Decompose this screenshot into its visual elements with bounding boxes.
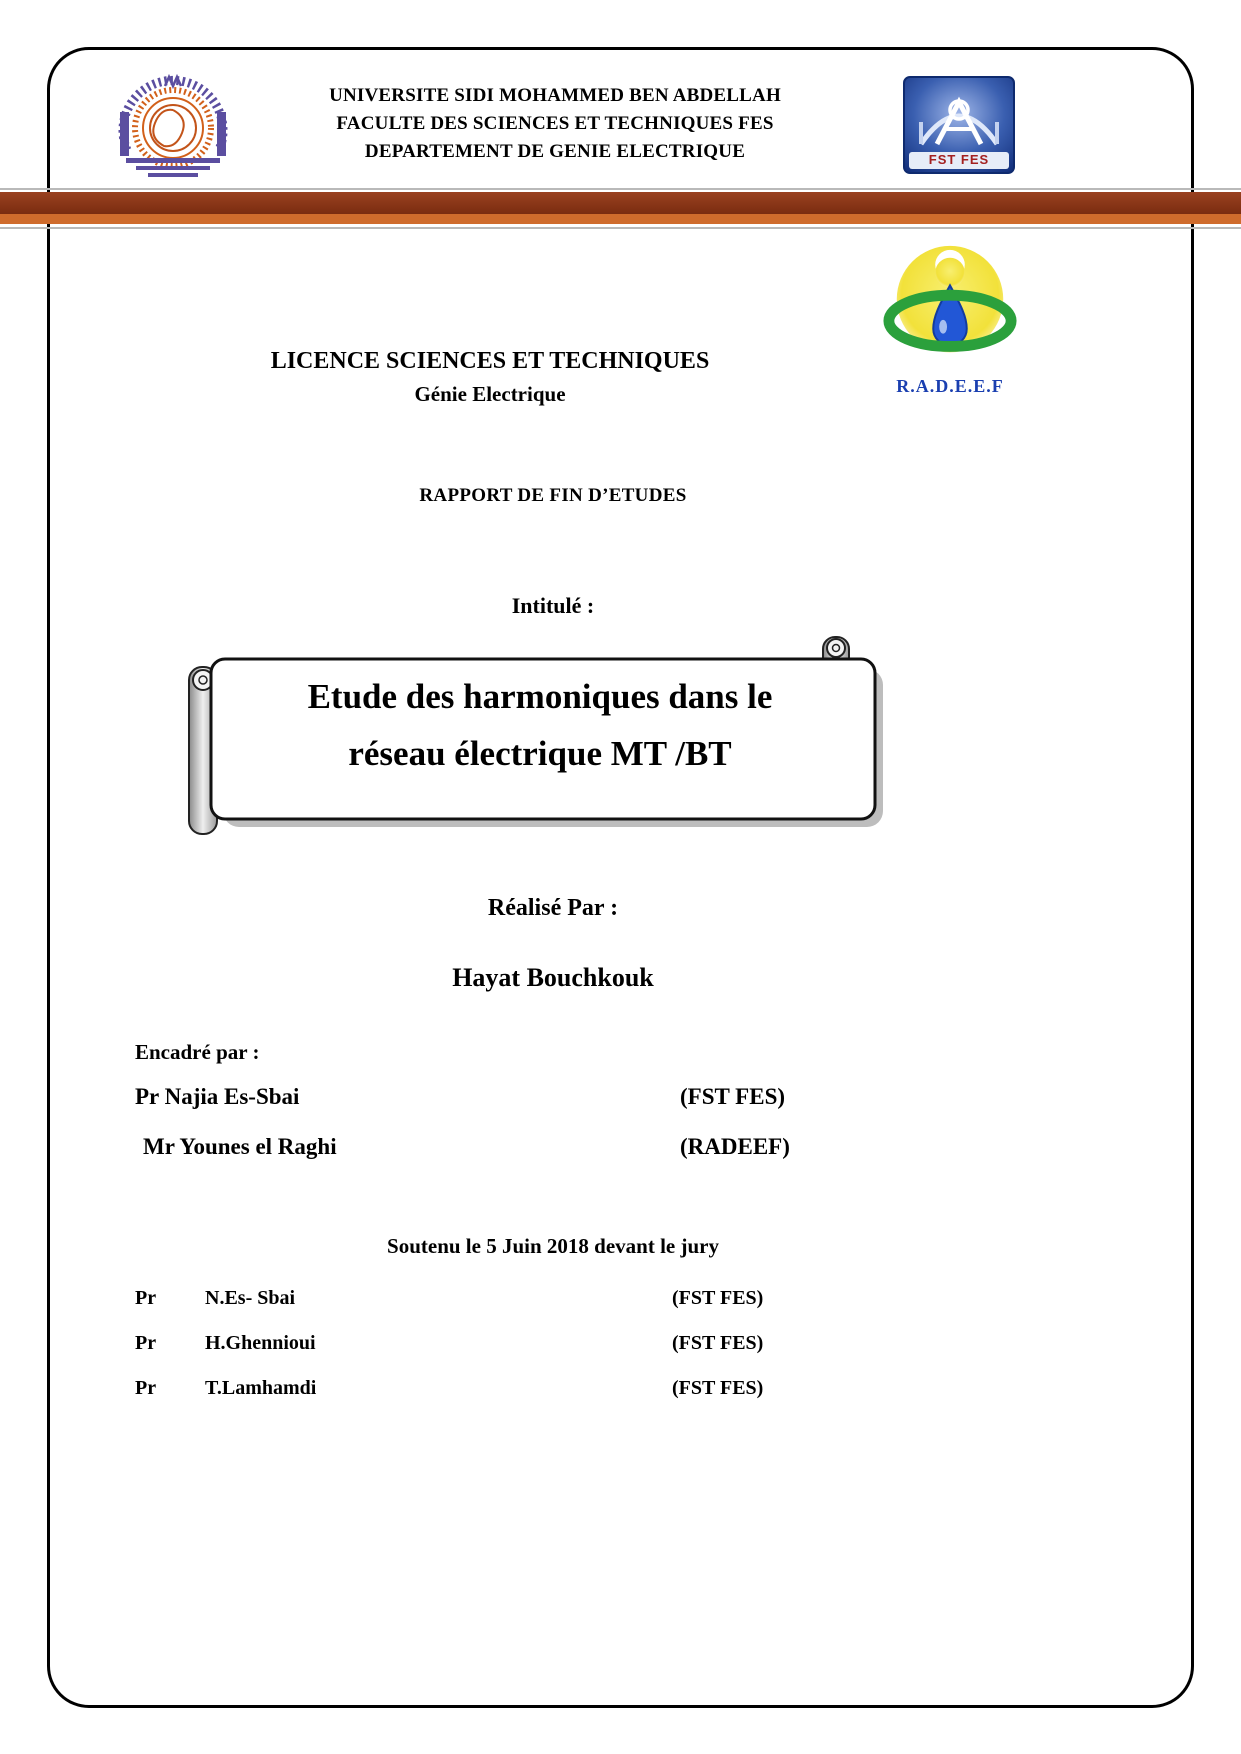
- supervisor-name: Pr Najia Es-Sbai: [135, 1084, 300, 1109]
- jury-row: [0, 1377, 1241, 1409]
- supervisor-row: [0, 1084, 1241, 1118]
- jury-row: [0, 1332, 1241, 1364]
- radeef-logo-icon: [876, 240, 1024, 378]
- realise-par-label: Réalisé Par :: [487, 895, 619, 921]
- jury-name: H.Ghennioui: [205, 1332, 316, 1354]
- supervisor-affiliation: (RADEEF): [680, 1134, 790, 1159]
- separator-band: [0, 188, 1241, 230]
- university-logo: [112, 70, 234, 180]
- encadre-par-label: Encadré par :: [135, 1040, 260, 1064]
- report-title-line-1: Etude des harmoniques dans le: [307, 677, 773, 716]
- program-subtitle: Génie Electrique: [414, 382, 566, 406]
- band-main-bar: [0, 192, 1241, 214]
- defense-line: Soutenu le 5 Juin 2018 devant le jury: [387, 1234, 719, 1258]
- jury-title: Pr: [135, 1287, 157, 1309]
- radeef-logo: [876, 240, 1024, 380]
- supervisor-name: Mr Younes el Raghi: [143, 1134, 337, 1159]
- jury-title: Pr: [135, 1332, 157, 1354]
- fst-fes-logo-label: FST FES: [928, 152, 990, 167]
- author-name: Hayat Bouchkouk: [452, 963, 654, 992]
- report-type: RAPPORT DE FIN D’ETUDES: [419, 485, 687, 506]
- department-name: DEPARTEMENT DE GENIE ELECTRIQUE: [364, 141, 746, 162]
- report-title-line-2: réseau électrique MT /BT: [348, 734, 732, 773]
- jury-name: T.Lamhamdi: [205, 1377, 317, 1399]
- institution-header: [250, 82, 860, 166]
- band-orange-bar: [0, 214, 1241, 224]
- jury-affiliation: (FST FES): [672, 1332, 764, 1354]
- jury-affiliation: (FST FES): [672, 1377, 764, 1399]
- university-name: UNIVERSITE SIDI MOHAMMED BEN ABDELLAH: [329, 85, 781, 106]
- jury-row: [0, 1287, 1241, 1319]
- radeef-logo-label: R.A.D.E.E.F: [896, 376, 1004, 396]
- report-title: [240, 668, 840, 782]
- band-bottom-line: [0, 227, 1241, 229]
- program-title: LICENCE SCIENCES ET TECHNIQUES: [270, 348, 710, 374]
- band-top-line: [0, 188, 1241, 190]
- intitule-label: Intitulé :: [511, 593, 595, 618]
- jury-affiliation: (FST FES): [672, 1287, 764, 1309]
- faculty-name: FACULTE DES SCIENCES ET TECHNIQUES FES: [336, 113, 774, 134]
- jury-title: Pr: [135, 1377, 157, 1399]
- jury-name: N.Es- Sbai: [205, 1287, 296, 1309]
- supervisor-row: [0, 1134, 1241, 1168]
- university-emblem-icon: [112, 70, 234, 180]
- supervisor-affiliation: (FST FES): [680, 1084, 786, 1109]
